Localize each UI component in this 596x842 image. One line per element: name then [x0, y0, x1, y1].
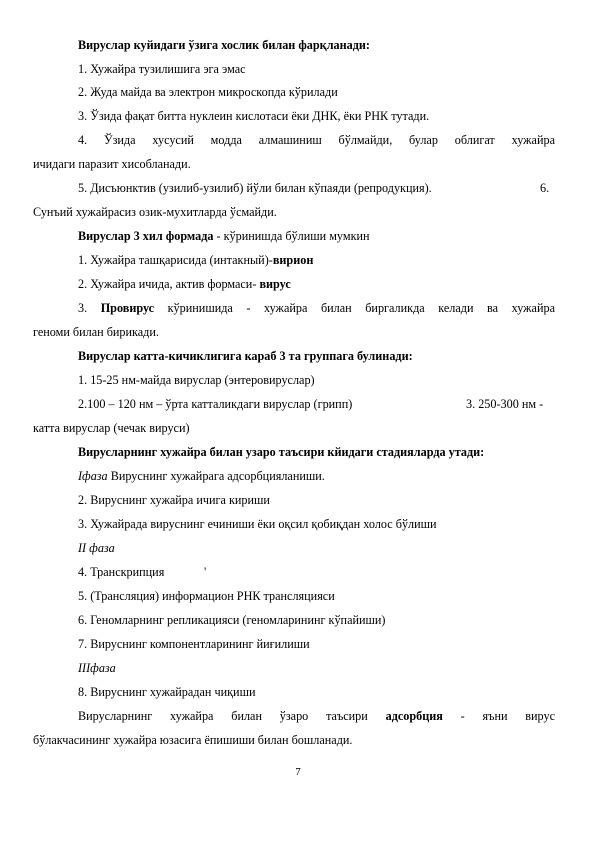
list-item: Іфаза Вируснинг хужайрага адсорбцияланиши. — [78, 469, 325, 483]
paragraph-line: ичидаги паразит хисобланади. — [33, 157, 191, 171]
list-item: 4. Транскрипция ' — [78, 565, 207, 579]
list-item: 2.100 – 120 нм – ўрта катталикдаги вируслар (грипп) 3. 250-300 нм - — [78, 397, 544, 411]
paragraph-line: бўлакчасининг хужайра юзасига ёпишиши билан бошланади. — [33, 733, 353, 747]
list-item: 2. Жуда майда ва электрон микроскопда кўрилади — [78, 85, 338, 99]
list-item: 1. 15-25 нм-майда вируслар (энтеровируслар) — [78, 373, 315, 387]
page-number: 7 — [295, 766, 301, 778]
heading-three-forms: Вируслар 3 хил формада - кўринишда бўлиши мумкин — [78, 229, 370, 243]
heading-virus-features: Вируслар куйидаги ўзига хослик билан фарқланади: — [78, 38, 370, 52]
list-item: 5. Дисъюнктив (узилиб-узилиб) йўли билан кўпаяди (репродукция). 6. — [78, 181, 550, 195]
list-item: 3. Хужайрада вируснинг ечиниши ёки оқсил қобиқдан холос бўлиши — [78, 517, 437, 531]
list-item: 3. Ўзида фақат битта нуклеин кислотаси ёки ДНК, ёки РНК тутади. — [78, 109, 430, 123]
paragraph-line: Вирусларнинг хужайра билан ўзаро таъсири адсорбция - яъни вирус — [78, 709, 555, 723]
list-item: 1. Хужайра тузилишига эга эмас — [78, 62, 246, 76]
heading-interaction-stages: Вирусларнинг хужайра билан узаро таъсири кйидаги стадияларда утади: — [78, 445, 485, 459]
paragraph-line: Сунъий хужайрасиз озик-мухитларда ўсмайди. — [33, 205, 277, 219]
list-item: 1. Хужайра ташқарисида (интакный)-вирион — [78, 253, 314, 267]
heading-size-groups: Вируслар катта-кичиклигига караб 3 та группага булинади: — [78, 349, 413, 363]
list-item: 3. Провирус кўринишида - хужайра билан биргаликда келади ва хужайра — [78, 301, 555, 315]
list-item: 5. (Трансляция) информацион РНК трансляцияси — [78, 589, 335, 603]
list-item: 7. Вируснинг компонентларининг йиғилиши — [78, 637, 310, 651]
list-item: 8. Вируснинг хужайрадан чиқиши — [78, 685, 256, 699]
phase-label: IIIфаза — [78, 661, 116, 675]
list-item: 2. Хужайра ичида, актив формаси- вирус — [78, 277, 291, 291]
list-item: 2. Вируснинг хужайра ичига кириши — [78, 493, 270, 507]
paragraph-line: геноми билан бирикади. — [33, 325, 159, 339]
phase-label: II фаза — [78, 541, 115, 555]
paragraph-line: катта вируслар (чечак вируси) — [33, 421, 190, 435]
list-item: 4. Ўзида хусусий модда алмашиниш бўлмайди, булар облигат хужайра — [78, 133, 555, 147]
list-item: 6. Геномларнинг репликацияси (геномларининг кўпайиши) — [78, 613, 386, 627]
